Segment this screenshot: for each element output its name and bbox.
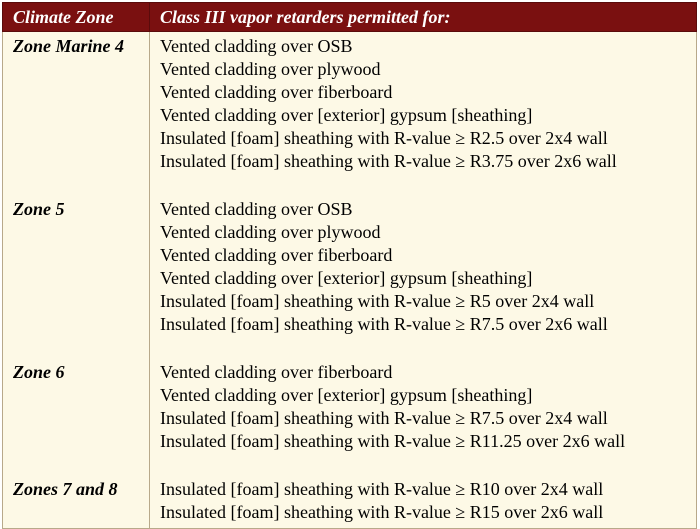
permitted-item: Insulated [foam] sheathing with R-value ≥ R3.75 over 2x6 wall — [160, 151, 617, 171]
permitted-item: Vented cladding over fiberboard — [160, 245, 393, 265]
permitted-item: Insulated [foam] sheathing with R-value ≥ R15 over 2x6 wall — [160, 502, 604, 522]
climate-zone-cell: Zone 6 — [3, 358, 150, 475]
permitted-item: Vented cladding over plywood — [160, 59, 381, 79]
permitted-item: Insulated [foam] sheathing with R-value ≥ R2.5 over 2x4 wall — [160, 128, 608, 148]
permitted-item: Vented cladding over plywood — [160, 222, 381, 242]
climate-zone-cell: Zone Marine 4 — [3, 32, 150, 196]
permitted-item: Vented cladding over [exterior] gypsum [sheathing] — [160, 105, 533, 125]
permitted-item: Vented cladding over [exterior] gypsum [sheathing] — [160, 385, 533, 405]
permitted-item: Insulated [foam] sheathing with R-value ≥ R5 over 2x4 wall — [160, 291, 595, 311]
table-row — [3, 32, 697, 196]
table-body — [3, 32, 697, 529]
permitted-item: Vented cladding over fiberboard — [160, 362, 393, 382]
permitted-items-cell — [150, 475, 697, 529]
table-header — [3, 3, 697, 32]
permitted-items-cell — [150, 32, 697, 196]
header-climate-zone: Climate Zone — [3, 3, 150, 32]
permitted-item: Vented cladding over [exterior] gypsum [sheathing] — [160, 268, 533, 288]
permitted-items-cell — [150, 358, 697, 475]
table-row — [3, 195, 697, 358]
permitted-items-cell — [150, 195, 697, 358]
header-row — [3, 3, 697, 32]
permitted-item: Insulated [foam] sheathing with R-value ≥ R11.25 over 2x6 wall — [160, 431, 626, 451]
permitted-item: Insulated [foam] sheathing with R-value ≥ R10 over 2x4 wall — [160, 479, 604, 499]
permitted-item: Vented cladding over fiberboard — [160, 82, 393, 102]
header-class-iii-permitted: Class III vapor retarders permitted for: — [150, 3, 697, 32]
table-row — [3, 358, 697, 475]
table-row — [3, 475, 697, 529]
permitted-item: Vented cladding over OSB — [160, 36, 353, 56]
vapor-retarder-table — [2, 2, 697, 529]
permitted-item: Vented cladding over OSB — [160, 199, 353, 219]
climate-zone-cell: Zone 5 — [3, 195, 150, 358]
permitted-item: Insulated [foam] sheathing with R-value ≥ R7.5 over 2x6 wall — [160, 314, 608, 334]
permitted-item: Insulated [foam] sheathing with R-value ≥ R7.5 over 2x4 wall — [160, 408, 608, 428]
climate-zone-cell: Zones 7 and 8 — [3, 475, 150, 529]
